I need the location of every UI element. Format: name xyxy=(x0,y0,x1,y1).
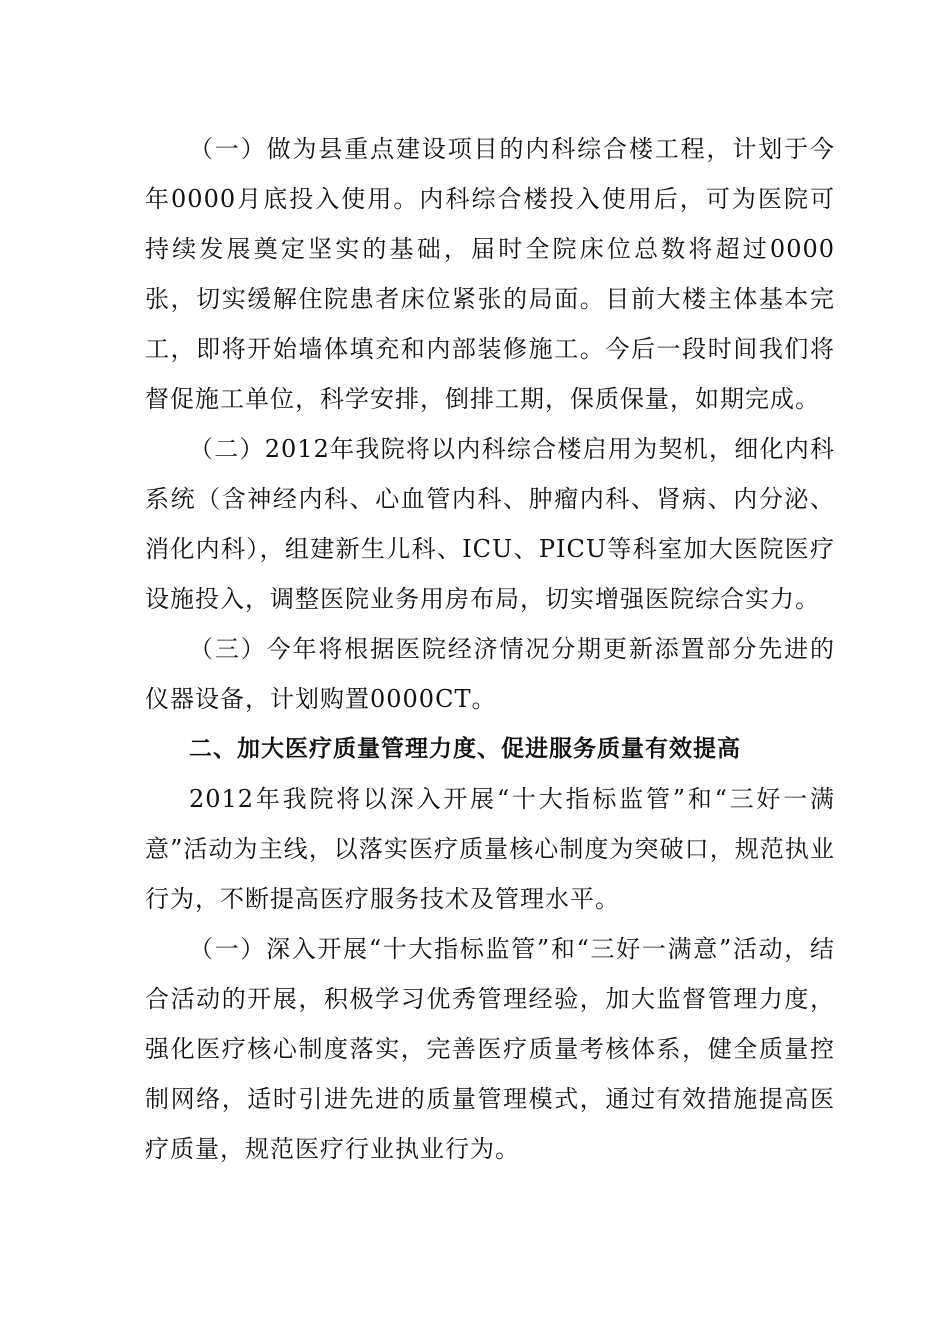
paragraph-internal-medicine: （二）2012年我院将以内科综合楼启用为契机，细化内科系统（含神经内科、心血管内科、肿瘤内科、肾病、内分泌、消化内科），组建新生儿科、ICU、PICU等科室加大医院医疗设施投入，调整医院业务用房布局，切实增强医院综合实力。 xyxy=(145,435,835,613)
section-heading: 二、加大医疗质量管理力度、促进服务质量有效提高 xyxy=(189,736,741,762)
document-body xyxy=(145,124,835,1174)
paragraph-equipment: （三）今年将根据医院经济情况分期更新添置部分先进的仪器设备，计划购置0000CT。 xyxy=(145,635,835,713)
paragraph-quality-intro: 2012年我院将以深入开展“十大指标监管”和“三好一满意”活动为主线，以落实医疗质量核心制度为突破口，规范执业行为，不断提高医疗服务技术及管理水平。 xyxy=(145,785,835,913)
paragraph-quality-activities: （一）深入开展“十大指标监管”和“三好一满意”活动，结合活动的开展，积极学习优秀管理经验，加大监督管理力度，强化医疗核心制度落实，完善医疗质量考核体系，健全质量控制网络，适时引进先进的质量管理模式，通过有效措施提高医疗质量，规范医疗行业执业行为。 xyxy=(145,935,835,1163)
paragraph-project-building: （一）做为县重点建设项目的内科综合楼工程，计划于今年0000月底投入使用。内科综合楼投入使用后，可为医院可持续发展奠定坚实的基础，届时全院床位总数将超过0000张，切实缓解住院患者床位紧张的局面。目前大楼主体基本完工，即将开始墙体填充和内部装修施工。今后一段时间我们将督促施工单位，科学安排，倒排工期，保质保量，如期完成。 xyxy=(145,135,835,413)
